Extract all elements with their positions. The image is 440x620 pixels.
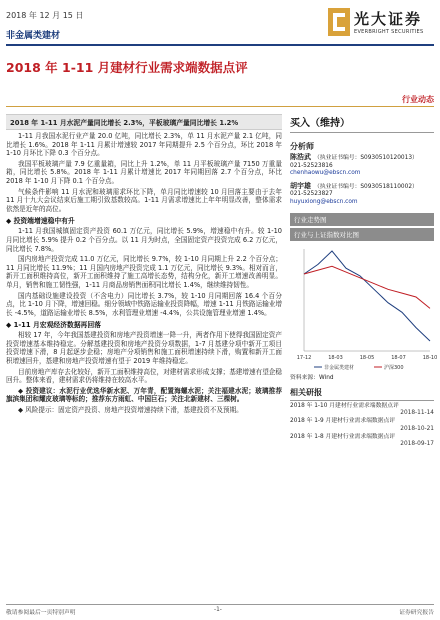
logo-subtext: EVERBRIGHT SECURITIES	[354, 29, 424, 35]
section-heading-text: 投资端增速稳中有升	[13, 217, 75, 226]
report-date: 2018 年 12 月 15 日	[6, 11, 84, 20]
company-logo	[328, 6, 434, 40]
legend-label: 非金属类建材	[324, 364, 355, 371]
sidebar	[290, 114, 438, 448]
footer-label: 证券研究报告	[399, 610, 434, 616]
footer-divider	[6, 604, 434, 605]
analyst-name: 陈浩武	[290, 153, 311, 161]
analyst-email[interactable]: chenhaowu@ebscn.com	[290, 170, 361, 177]
page-number: -1-	[214, 607, 222, 613]
related-list	[290, 403, 434, 448]
header-divider	[6, 44, 434, 46]
highlight-bar: 2018 年 1-11 月水泥产量同比增长 2.3%，平板玻璃产量同比增长 1.2%	[6, 114, 282, 130]
analyst-block	[290, 154, 434, 178]
related-date: 2018-09-17	[400, 441, 434, 448]
related-date: 2018-10-21	[400, 425, 434, 432]
related-item[interactable]: 2018 年 1-10 月建材行业需求端数据点评	[290, 402, 399, 409]
report-title: 2018 年 1-11 月建材行业需求端数据点评	[6, 60, 248, 75]
related-date: 2018-11-14	[400, 410, 434, 417]
x-tick-label: 18-10	[422, 354, 438, 361]
related-heading: 相关研报	[290, 387, 434, 401]
chart-source: 资料来源：Wind	[290, 374, 334, 381]
x-tick-label: 18-07	[391, 354, 406, 361]
chart-bg	[290, 241, 434, 371]
section-heading-text: 1-11 月宏观经济数据再回落	[13, 321, 101, 330]
paragraph: 相较 17 年，今年我国基建投资和房地产投资增速一降一升，两者作用下使得我国固定资产投资增速基本维持稳定。分解基建投资和房地产投资分项数据，1-7 月基建分项中新开工项目投资增速下滑，8 月起逐步企稳；房地产分项销售和施工面积增速持续下滑，购置和新开工面积增速回升，基建和房地产投资增速有望于 2019 年维持稳定。	[6, 331, 282, 366]
paragraph: 气候条件影响 11 月水泥和玻璃需求环比下降，单月同比增速较 10 月回落主要由于去年 11 月十九大会议结束后施工期引致基数较高。1-11 月需求增速比上年年明显改善，整体需求依然是近年的高位。	[6, 187, 282, 213]
analyst-phone: 021-52523827	[290, 191, 333, 198]
section-heading: ◆ 投资端增速稳中有升	[6, 217, 75, 226]
paragraph: 我国平板玻璃产量 7.9 亿重量箱，同比上升 1.2%，单 11 月平板玻璃产量 7150 万重量箱，同比增长 5.8%。2018 年 1-11 月累计增速比 2017 年同期回落 2.7 个百分点，环比 2018 年 1-10 月下降 0.1 个百分点。	[6, 159, 282, 185]
related-item[interactable]: 2018 年 1-9 月建材行业需求端数据点评	[290, 418, 396, 425]
analyst-name: 胡宇雄	[290, 181, 311, 190]
recommendation-text: 投资建议：水泥行业优选华新水泥、万年青，配置海螺水泥；关注福建水泥；玻璃推荐旗滨集团和耀皮玻璃等标的；推荐东方雨虹、中国巨石；关注北新建材、三棵树。	[6, 386, 282, 404]
logo-text: 光大证券	[354, 10, 423, 28]
risk-text: 风险提示：固定资产投资、房地产投资增速持续下滑，基建投资不及预期。	[25, 406, 243, 415]
title-divider	[6, 106, 434, 107]
x-tick-label: 18-03	[328, 354, 343, 361]
x-tick-label: 17-12	[296, 354, 312, 361]
paragraph: 1-11 月我国水泥行业产量 20.0 亿吨，同比增长 2.3%，单 11 月水泥产量 2.1 亿吨，同比增长 1.6%。2018 年 1-11 月累计增速较 2017 年同期提升 2.5 个百分点，环比 2018 年 1-10 月环比下降 0.3 个百分点。	[6, 132, 282, 158]
rating: 买入（维持）	[290, 114, 434, 133]
analyst-heading: 分析师	[290, 142, 314, 151]
analyst-phone: 021-52523816	[290, 162, 333, 169]
paragraph: 目前房地产库存去化较好，新开工面积维持高位，对建材需求形成支撑；基建增速有望企稳回升。整体来看，建材需求仍将维持在较高水平。	[6, 367, 282, 385]
paragraph: 国内房地产投资完成 11.0 万亿元，同比增长 9.7%，较 1-10 月同期上升 2.2 个百分点；11 月同比增长 11.9%；11 月国内房地产投资完成 1.1 万亿元，同比增长 9.3%。相对而言，新开工面积维持高位，新开工面积维持了施工高增长态势，结构分化，新开工增速改善明显。单月，销售和施工韧性强，1-11 月商品房销售面积同比增长 1.4%，继续维持韧性。	[6, 255, 282, 289]
risk-notice: ◆ 风险提示：固定资产投资、房地产投资增速持续下滑，基建投资不及预期。	[18, 406, 243, 415]
paragraph: 国内基础设施建设投资（不含电力）同比增长 3.7%，较 1-10 月同期回落 16.4 个百分点，比 1-10 月下降，增速回稳。细分领域中铁路运输业投资降幅，增速 1-11 月铁路运输业增长 -4.5%，道路运输业增长 8.5%，水利管理业增速 -4.4%，公共设施管理业增速 1.4%。	[6, 291, 282, 317]
recommendation: ◆ 投资建议：水泥行业优选华新水泥、万年青，配置海螺水泥；关注福建水泥；玻璃推荐旗滨集团和耀皮玻璃等标的；推荐东方雨虹、中国巨石；关注北新建材、三棵树。	[6, 386, 282, 404]
report-category: 非金属类建材	[6, 31, 61, 41]
industry-chart	[290, 241, 438, 371]
analyst-cert: （执业证书编号：S0930510120013）	[314, 155, 418, 161]
paragraph: 1-11 月我国城镇固定资产投资 60.1 万亿元，同比增长 5.9%，增速稳中有升。较 1-10 月同比增长 5.9% 提升 0.2 个百分点。以 11 月为时点，全国固定资产投资完成 6.2 万亿元，同比增长 7.8%。	[6, 227, 282, 253]
x-tick-label: 18-05	[359, 354, 375, 361]
analyst-email[interactable]: huyuxiong@ebscn.com	[290, 198, 358, 205]
analyst-cert: （执业证书编号：S0930518110002）	[314, 183, 418, 190]
chart-box-heading: 行业走势图	[290, 213, 434, 226]
section-heading: ◆ 1-11 月宏观经济数据再回落	[6, 321, 101, 330]
legend-label: 沪深300	[384, 364, 404, 371]
related-item[interactable]: 2018 年 1-8 月建材行业需求端数据点评	[290, 433, 396, 440]
report-type: 行业动态	[402, 95, 434, 104]
chart-box-heading: 行业与上证指数对比图	[290, 228, 434, 241]
analyst-block	[290, 183, 434, 207]
main-content	[6, 114, 282, 417]
footer-disclaimer: 敬请参阅最后一页特别声明	[6, 610, 76, 616]
logo-mark-icon	[328, 8, 350, 36]
